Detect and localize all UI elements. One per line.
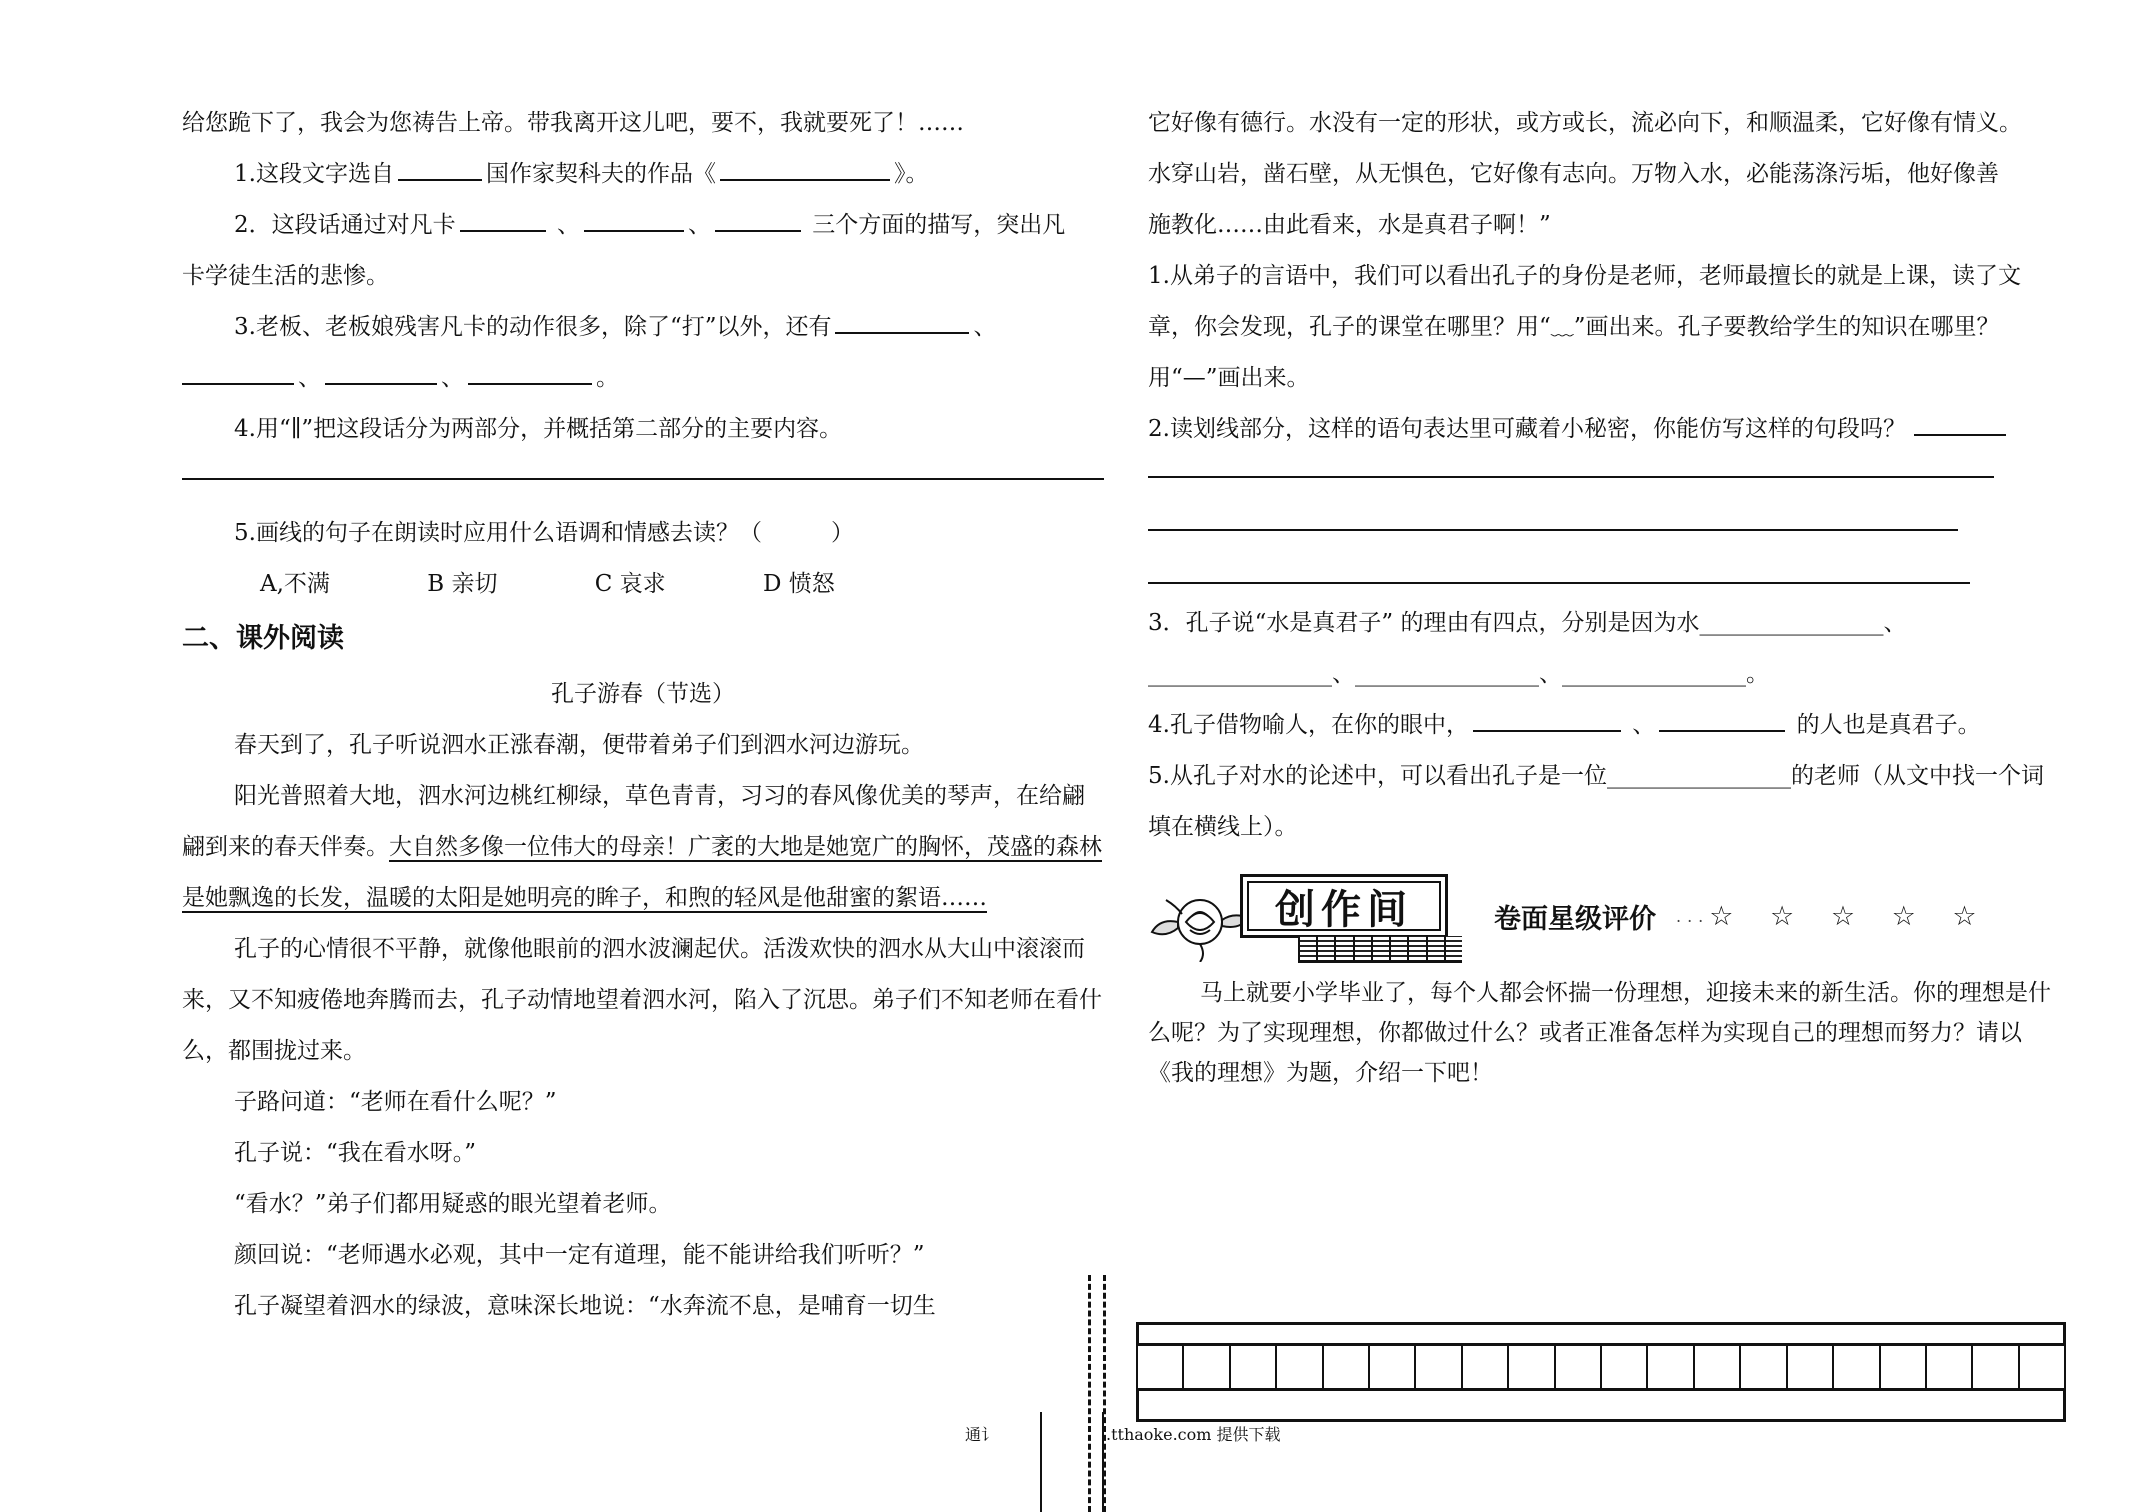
right-column xyxy=(1148,98,2066,1093)
question-2: 2.读划线部分，这样的语句表达里可藏着小秘密，你能仿写这样的句段吗？ xyxy=(1148,404,2066,455)
option-d[interactable]: D 愤怒 xyxy=(763,571,835,597)
passage-continued: 它好像有德行。水没有一定的形状，或方或长，流必向下，和顺温柔，它好像有情义。 xyxy=(1148,110,2022,136)
passage-continued: 水穿山岩，凿石壁，从无惧色，它好像有志向。万物入水，必能荡涤污垢，他好像善 xyxy=(1148,161,1999,187)
passage-title: 孔子游春（节选） xyxy=(551,681,735,707)
creative-banner xyxy=(1148,870,1466,962)
answer-blank[interactable] xyxy=(398,157,482,181)
answer-blank[interactable] xyxy=(1914,412,2006,436)
question-3-cont: ________________、________________、________________。 xyxy=(1148,661,1769,687)
question-3: 3.老板、老板娘残害凡卡的动作很多，除了“打”以外，还有 、 xyxy=(182,302,1104,353)
grid-cells[interactable] xyxy=(1136,1346,2066,1391)
section-title: 二、课外阅读 xyxy=(182,623,344,654)
creative-header xyxy=(1148,867,2066,965)
star-rating[interactable]: ☆ ☆ ☆ ☆ ☆ xyxy=(1709,900,1991,932)
option-a[interactable]: A,不满 xyxy=(260,571,330,597)
answer-blank[interactable] xyxy=(468,361,592,385)
answer-blank[interactable] xyxy=(715,208,801,232)
answer-blank[interactable] xyxy=(325,361,437,385)
answer-blank[interactable] xyxy=(182,361,294,385)
answer-line[interactable] xyxy=(182,477,1104,480)
books-icon xyxy=(1298,932,1462,963)
passage-paragraph: 孔子凝望着泗水的绿波，意味深长地说：“水奔流不息，是哺育一切生 xyxy=(234,1293,936,1319)
rating-dots: ... xyxy=(1676,906,1710,926)
question-2: 2．这段话通过对凡卡 、 、 三个方面的描写，突出凡 xyxy=(182,200,1104,251)
passage-paragraph: 子路问道：“老师在看什么呢？” xyxy=(234,1089,557,1115)
passage-paragraph: 孔子的心情很不平静，就像他眼前的泗水波澜起伏。活泼欢快的泗水从大山中滚滚而来，又不知疲倦地奔腾而去，孔子动情地望着泗水河，陷入了沉思。弟子们不知老师在看什么，都围拢过来。 xyxy=(182,936,1102,1064)
answer-blank[interactable] xyxy=(720,157,890,181)
intro-line: 给您跪下了，我会为您祷告上帝。带我离开这儿吧，要不，我就要死了！…… xyxy=(182,110,964,136)
question-3: 3．孔子说“水是真君子” 的理由有四点，分别是因为水________________、 xyxy=(1148,610,1907,636)
question-1: 1.从弟子的言语中，我们可以看出孔子的身份是老师，老师最擅长的就是上课，读了文章，你会发现，孔子的课堂在哪里？用“﹏”画出来。孔子要教给学生的知识在哪里？用“—”画出来。 xyxy=(1148,263,2021,391)
question-1: 1.这段文字选自 国作家契科夫的作品《 》。 xyxy=(182,149,1104,200)
footer-left: 通讠 xyxy=(965,1425,998,1444)
passage-paragraph: 阳光普照着大地，泗水河边桃红柳绿，草色青青，习习的春风像优美的琴声，在给翩翩到来的春天伴奏。大自然多像一位伟大的母亲！广袤的大地是她宽广的胸怀，茂盛的森林是她飘逸的长发，温暖的太阳是她明亮的眸子，和煦的轻风是他甜蜜的絮语…… xyxy=(182,783,1102,911)
answer-blank[interactable] xyxy=(1659,708,1785,732)
passage-paragraph: 颜回说：“老师遇水必观，其中一定有道理，能不能讲给我们听听？” xyxy=(234,1242,925,1268)
passage-paragraph: 孔子说：“我在看水呀。” xyxy=(234,1140,477,1166)
rating-label: 卷面星级评价 xyxy=(1494,903,1656,935)
binding-line xyxy=(1040,1412,1042,1512)
question-4: 4.用“∥”把这段话分为两部分，并概括第二部分的主要内容。 xyxy=(234,416,843,442)
passage-paragraph: 春天到了，孔子听说泗水正涨春潮，便带着弟子们到泗水河边游玩。 xyxy=(234,732,924,758)
question-3-cont: 、 、 。 xyxy=(182,353,1104,404)
question-2-cont: 卡学徒生活的悲惨。 xyxy=(182,263,389,289)
passage-continued: 施教化……由此看来，水是真君子啊！” xyxy=(1148,212,1551,238)
passage-paragraph: “看水？”弟子们都用疑惑的眼光望着老师。 xyxy=(234,1191,672,1217)
footer-right: .tthaoke.com 提供下载 xyxy=(1106,1425,1281,1444)
question-4: 4.孔子借物喻人，在你的眼中， 、 的人也是真君子。 xyxy=(1148,700,2066,751)
answer-blank[interactable] xyxy=(584,208,684,232)
binding-line xyxy=(1102,1412,1104,1512)
answer-line[interactable] xyxy=(1148,581,1970,584)
answer-line[interactable] xyxy=(1148,475,1994,478)
option-c[interactable]: C 哀求 xyxy=(594,571,666,597)
options-row xyxy=(182,559,1104,610)
question-5: 5.画线的句子在朗读时应用什么语调和情感去读？（ ） xyxy=(234,520,854,546)
banner-sign: 创作间 xyxy=(1240,874,1448,938)
writing-prompt: 马上就要小学毕业了，每个人都会怀揣一份理想，迎接未来的新生活。你的理想是什么呢？为了实现理想，你都做过什么？或者正准备怎样为实现自己的理想而努力？请以《我的理想》为题，介绍一下吧！ xyxy=(1148,980,2051,1086)
answer-line[interactable] xyxy=(1148,528,1958,531)
answer-blank[interactable] xyxy=(460,208,546,232)
question-5: 5.从孔子对水的论述中，可以看出孔子是一位________________的老师（从文中找一个词填在横线上）。 xyxy=(1148,763,2044,840)
underlined-sentence: 大自然多像一位伟大的母亲！广袤的大地是她宽广的胸怀，茂盛的森林是她飘逸的长发，温暖的太阳是她明亮的眸子，和煦的轻风是他甜蜜的絮语…… xyxy=(182,834,1102,911)
option-b[interactable]: B 亲切 xyxy=(427,571,498,597)
answer-blank[interactable] xyxy=(1473,708,1621,732)
answer-blank[interactable] xyxy=(835,310,969,334)
left-column xyxy=(182,98,1104,1332)
